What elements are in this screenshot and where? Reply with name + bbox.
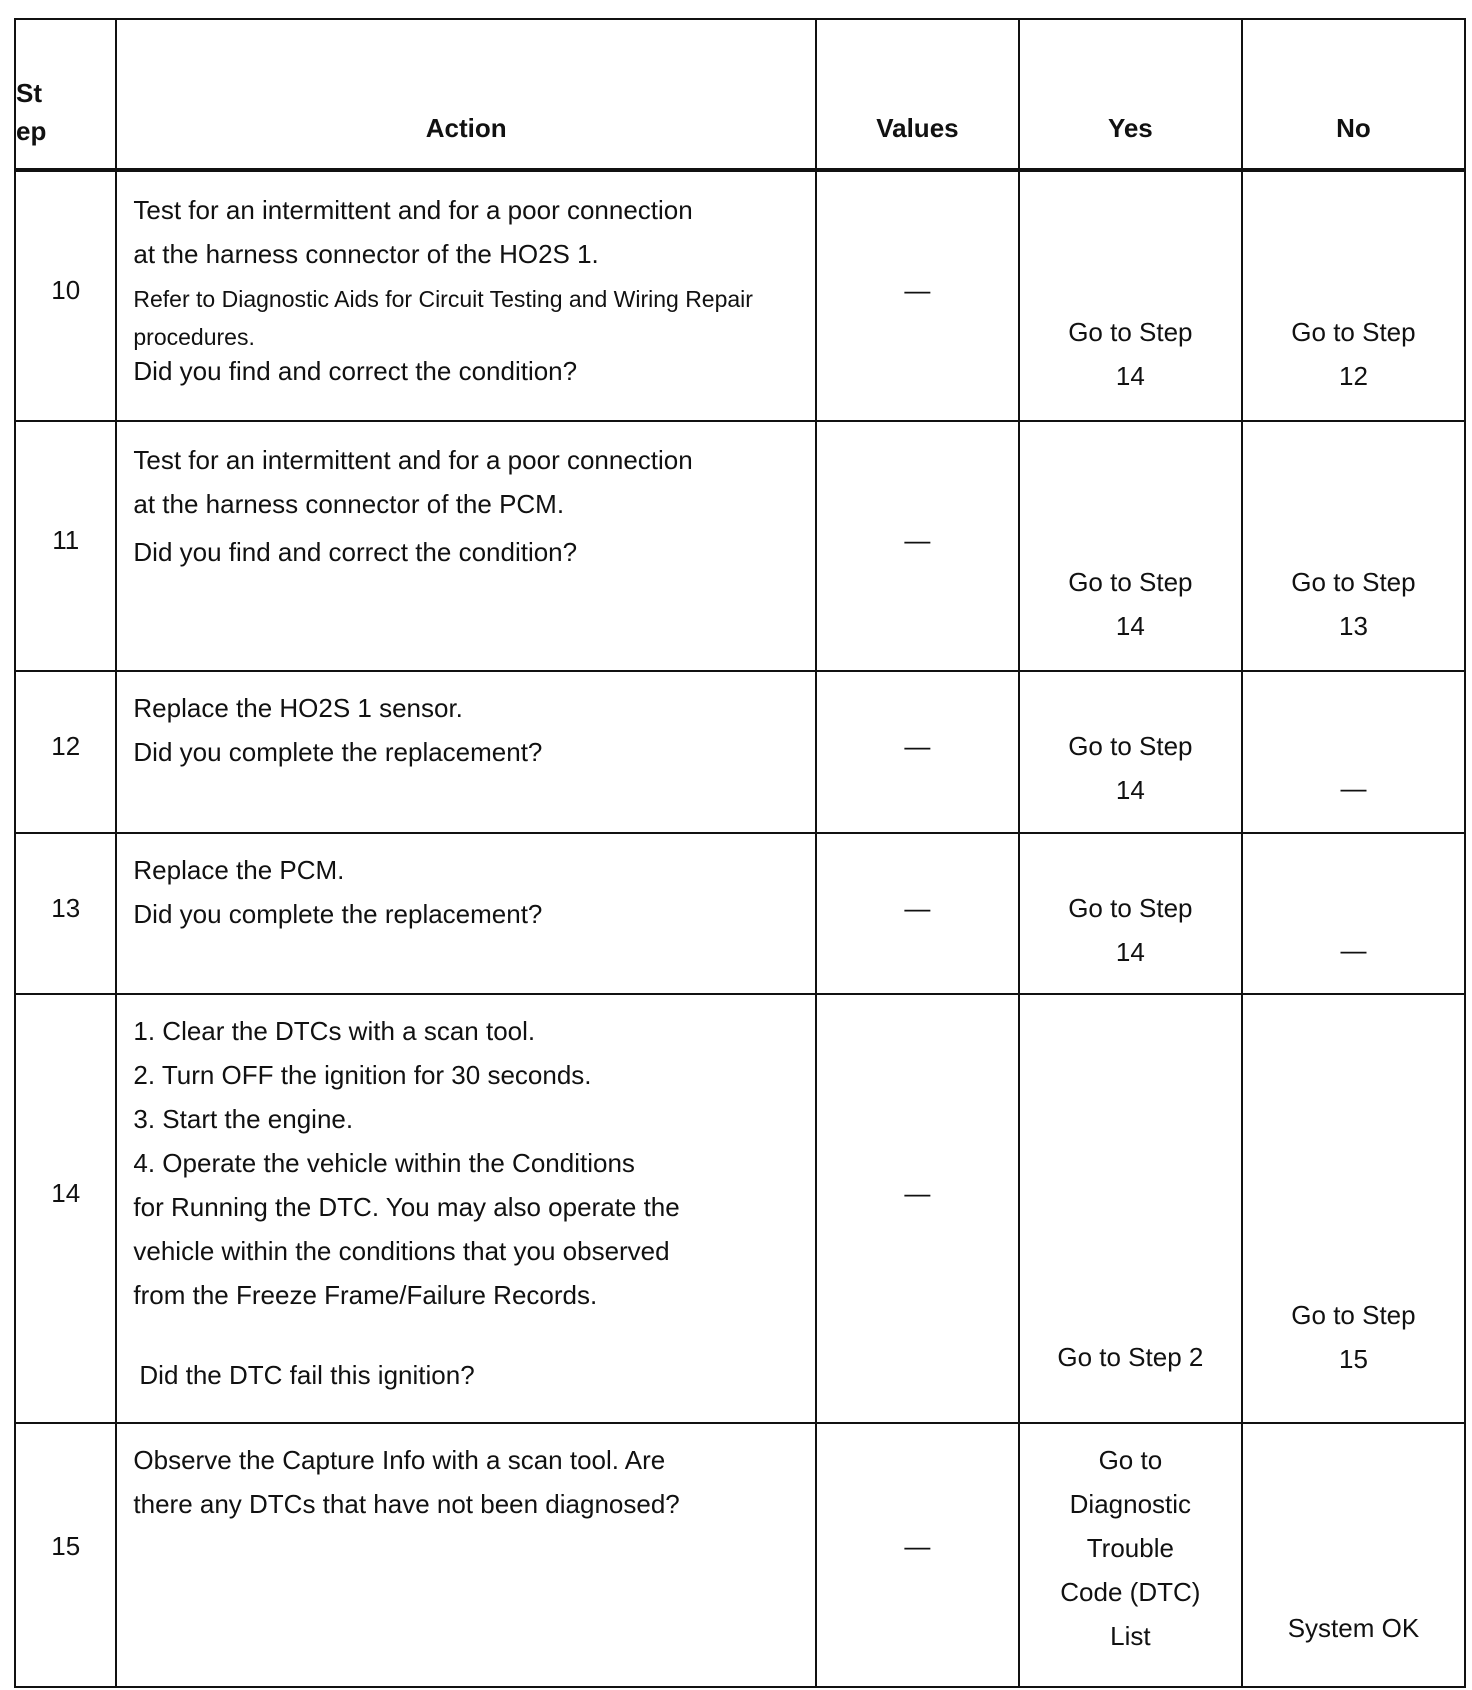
no-cell: System OK (1242, 1423, 1465, 1687)
values-cell: — (816, 170, 1019, 421)
header-step: St ep (15, 19, 116, 170)
yes-cell: Go to Diagnostic Trouble Code (DTC) List (1019, 1423, 1242, 1687)
action-cell: Replace the HO2S 1 sensor. Did you complete the replacement? (116, 671, 816, 832)
header-row (15, 19, 1465, 170)
values-cell: — (816, 671, 1019, 832)
step-number: 12 (15, 671, 116, 832)
values-cell: — (816, 421, 1019, 672)
no-cell: — (1242, 671, 1465, 832)
yes-cell: Go to Step 2 (1019, 994, 1242, 1423)
values-cell: — (816, 833, 1019, 994)
action-cell: Test for an intermittent and for a poor connection at the harness connector of the HO2S 1. Refer to Diagnostic Aids for Circuit Testing and Wiring Repair procedures. Did you find and correct the condition? (116, 170, 816, 421)
yes-cell: Go to Step 14 (1019, 671, 1242, 832)
action-cell: 1. Clear the DTCs with a scan tool. 2. Turn OFF the ignition for 30 seconds. 3. Start the engine. 4. Operate the vehicle within the Conditions for Running the DTC. You may also operate the vehicle within the conditions that you observed from the Freeze Frame/Failure Records. Did the DTC fail this ignition? (116, 994, 816, 1423)
step-number: 11 (15, 421, 116, 672)
yes-cell: Go to Step 14 (1019, 170, 1242, 421)
no-cell: Go to Step 13 (1242, 421, 1465, 672)
no-cell: — (1242, 833, 1465, 994)
table-row (15, 170, 1465, 421)
table-row (15, 833, 1465, 994)
header-action: Action (116, 19, 816, 170)
table-row (15, 671, 1465, 832)
step-number: 14 (15, 994, 116, 1423)
header-yes: Yes (1019, 19, 1242, 170)
header-no: No (1242, 19, 1465, 170)
diagnostic-table (14, 18, 1466, 1688)
table-row (15, 421, 1465, 672)
step-number: 15 (15, 1423, 116, 1687)
no-cell: Go to Step 12 (1242, 170, 1465, 421)
action-cell: Observe the Capture Info with a scan tool. Are there any DTCs that have not been diagnosed? (116, 1423, 816, 1687)
no-cell: Go to Step 15 (1242, 994, 1465, 1423)
action-cell: Test for an intermittent and for a poor connection at the harness connector of the PCM. Did you find and correct the condition? (116, 421, 816, 672)
header-values: Values (816, 19, 1019, 170)
table-row (15, 1423, 1465, 1687)
step-number: 13 (15, 833, 116, 994)
table-row (15, 994, 1465, 1423)
step-number: 10 (15, 170, 116, 421)
values-cell: — (816, 994, 1019, 1423)
yes-cell: Go to Step 14 (1019, 833, 1242, 994)
yes-cell: Go to Step 14 (1019, 421, 1242, 672)
action-cell: Replace the PCM. Did you complete the replacement? (116, 833, 816, 994)
values-cell: — (816, 1423, 1019, 1687)
